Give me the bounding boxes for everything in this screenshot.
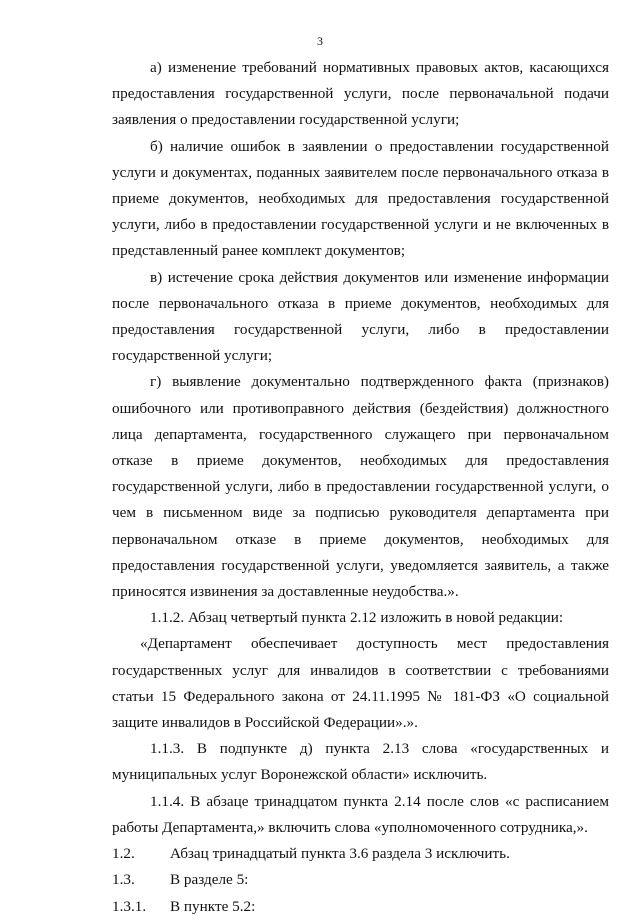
item-number: 1.2. <box>112 845 135 863</box>
document-body <box>112 55 609 920</box>
item-number: 1.3.1. <box>112 897 147 915</box>
page-number: 3 <box>317 34 323 48</box>
paragraph-quote: «Департамент обеспечивает доступность мест предоставления государственных услуг для инвалидов в соответствии с требованиями статьи 15 Федерального закона от 24.11.1995 № 181-ФЗ «О социальной защите инвалидов в Российской Федерации».». <box>112 635 609 732</box>
item-1-3-1 <box>112 894 609 920</box>
paragraph-g: г) выявление документально подтвержденного факта (признаков) ошибочного или противоправного действия (бездействия) должностного лица департамента, государственного служащего при первоначальном отказе в приеме документов, необходимых для предоставления государственной услуги, либо в предоставлении государственной услуги, о чем в письменном виде за подписью руководителя департамента при первоначальном отказе в приеме документов, необходимых для предоставления государственной услуги, уведомляется заявитель, а также приносятся извинения за доставленные неудобства.». <box>112 373 609 601</box>
paragraph-1-1-4: 1.1.4. В абзаце тринадцатом пункта 2.14 после слов «с расписанием работы Департамента,» включить слова «уполномоченного сотрудника,». <box>112 792 609 836</box>
item-1-3 <box>112 867 609 893</box>
paragraph-a: а) изменение требований нормативных правовых актов, касающихся предоставления государственной услуги, после первоначальной подачи заявления о предоставлении государственной услуги; <box>112 59 609 129</box>
paragraph-v: в) истечение срока действия документов или изменение информации после первоначального отказа в приеме документов, необходимых для предоставления государственной услуги, либо в предоставлении государственной услуги; <box>112 268 609 365</box>
item-text: В пункте 5.2: <box>170 897 256 915</box>
item-number: 1.3. <box>112 871 135 889</box>
paragraph-b: б) наличие ошибок в заявлении о предоставлении государственной услуги и документах, поданных заявителем после первоначального отказа в приеме документов, необходимых для предоставления государственной услуги, либо в предоставлении государственной услуги и не включенных в представленный ранее комплект документов; <box>112 137 609 260</box>
item-1-2 <box>112 841 609 867</box>
paragraph-1-1-2: 1.1.2. Абзац четвертый пункта 2.12 изложить в новой редакции: <box>150 609 564 627</box>
paragraph-1-1-3: 1.1.3. В подпункте д) пункта 2.13 слова «государственных и муниципальных услуг Воронежской области» исключить. <box>112 740 609 784</box>
item-text: В разделе 5: <box>170 871 249 889</box>
item-text: Абзац тринадцатый пункта 3.6 раздела 3 исключить. <box>170 845 510 863</box>
